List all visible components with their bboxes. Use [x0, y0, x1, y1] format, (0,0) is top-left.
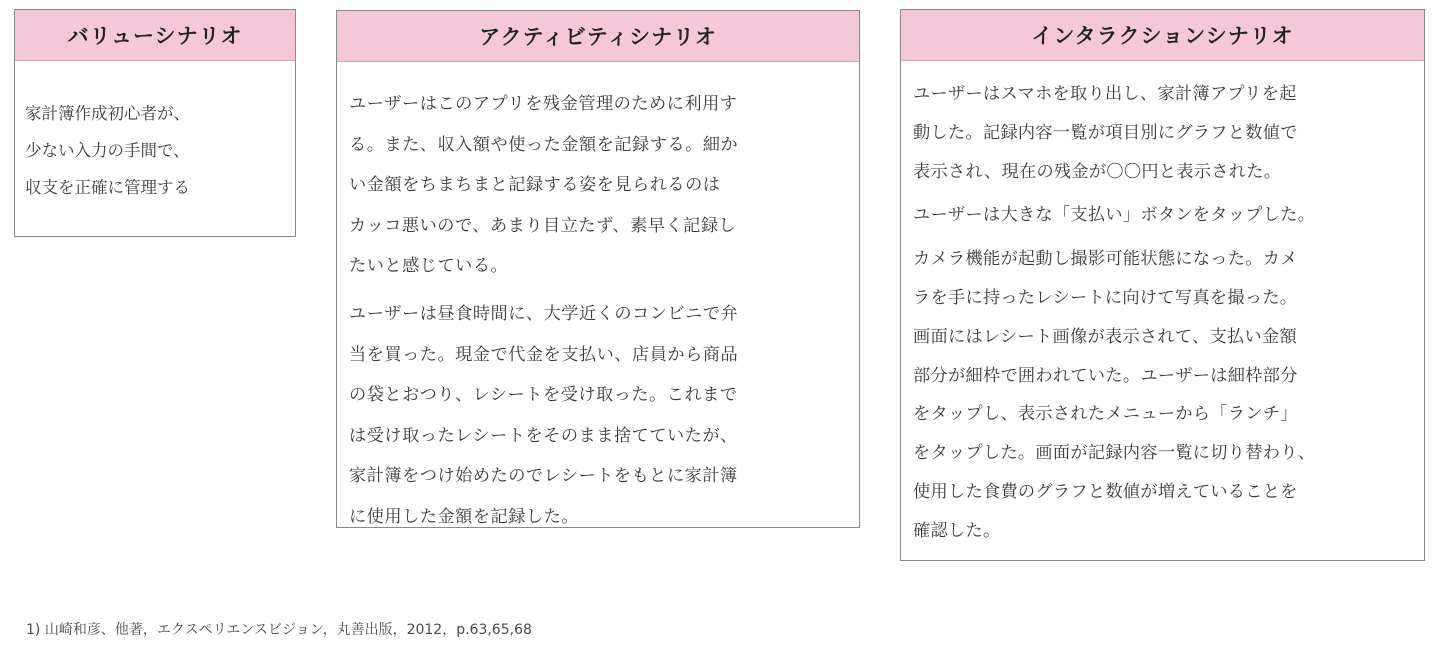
interaction-scenario-line: ユーザーは大きな「支払い」ボタンをタップした。: [913, 205, 1316, 226]
value-scenario-title: バリューシナリオ: [15, 10, 295, 61]
value-scenario-card: [14, 9, 296, 237]
activity-scenario-line: い金額をちまちまと記録する姿を見られるのは: [349, 175, 721, 196]
activity-scenario-line: の袋とおつり、レシートを受け取った。これまで: [349, 385, 738, 406]
interaction-scenario-line: をタップし、表示されたメニューから「ランチ」: [913, 404, 1298, 425]
interaction-scenario-line: ユーザーはスマホを取り出し、家計簿アプリを起: [913, 84, 1297, 104]
activity-scenario-line: は受け取ったレシートをそのまま捨てていたが、: [349, 425, 738, 446]
interaction-scenario-body: [901, 61, 1424, 551]
value-scenario-line: 収支を正確に管理する: [25, 178, 190, 197]
activity-scenario-title: アクティビティシナリオ: [337, 11, 859, 62]
interaction-scenario-line: 動した。記録内容一覧が項目別にグラフと数値で: [913, 122, 1298, 143]
interaction-scenario-line: 表示され、現在の残金が〇〇円と表示された。: [913, 161, 1282, 182]
activity-scenario-line: カッコ悪いので、あまり目立たず、素早く記録し: [349, 215, 737, 236]
activity-scenario-line: たいと感じている。: [349, 256, 509, 277]
value-scenario-line: 少ない入力の手間で、: [25, 141, 190, 160]
interaction-scenario-paragraph: [913, 240, 1414, 550]
citation-footnote: 1) 山崎和彦、他著，エクスペリエンスビジョン，丸善出版，2012，p.63,65,68: [26, 622, 532, 638]
value-scenario-line: 家計簿作成初心者が、: [25, 104, 190, 123]
activity-scenario-line: る。また、収入額や使った金額を記録する。細か: [349, 134, 739, 155]
activity-scenario-body: [337, 62, 859, 538]
activity-scenario-paragraph: [349, 294, 849, 538]
activity-scenario-line: 当を買った。現金で代金を支払い、店員から商品: [349, 344, 739, 365]
interaction-scenario-line: ラを手に持ったレシートに向けて写真を撮った。: [913, 287, 1298, 308]
interaction-scenario-card: [900, 9, 1425, 561]
activity-scenario-line: 家計簿をつけ始めたのでレシートをもとに家計簿: [349, 466, 738, 487]
activity-scenario-card: [336, 10, 860, 528]
interaction-scenario-line: 画面にはレシート画像が表示されて、支払い金額: [913, 326, 1297, 347]
interaction-scenario-line: をタップした。画面が記録内容一覧に切り替わり、: [913, 443, 1316, 464]
activity-scenario-paragraph: [349, 84, 849, 287]
interaction-scenario-paragraph: [913, 196, 1414, 235]
activity-scenario-line: ユーザーはこのアプリを残金管理のために利用す: [349, 94, 738, 114]
activity-scenario-line: に使用した金額を記録した。: [349, 506, 579, 527]
value-scenario-body: [15, 61, 295, 206]
interaction-scenario-line: カメラ機能が起動し撮影可能状態になった。カメ: [913, 249, 1298, 270]
interaction-scenario-line: 確認した。: [913, 520, 1001, 541]
interaction-scenario-line: 部分が細枠で囲われていた。ユーザーは細枠部分: [913, 365, 1298, 386]
interaction-scenario-line: 使用した食費のグラフと数値が増えていることを: [913, 481, 1298, 502]
activity-scenario-line: ユーザーは昼食時間に、大学近くのコンビニで弁: [349, 303, 739, 324]
interaction-scenario-paragraph: [913, 75, 1414, 191]
interaction-scenario-title: インタラクションシナリオ: [901, 10, 1424, 61]
